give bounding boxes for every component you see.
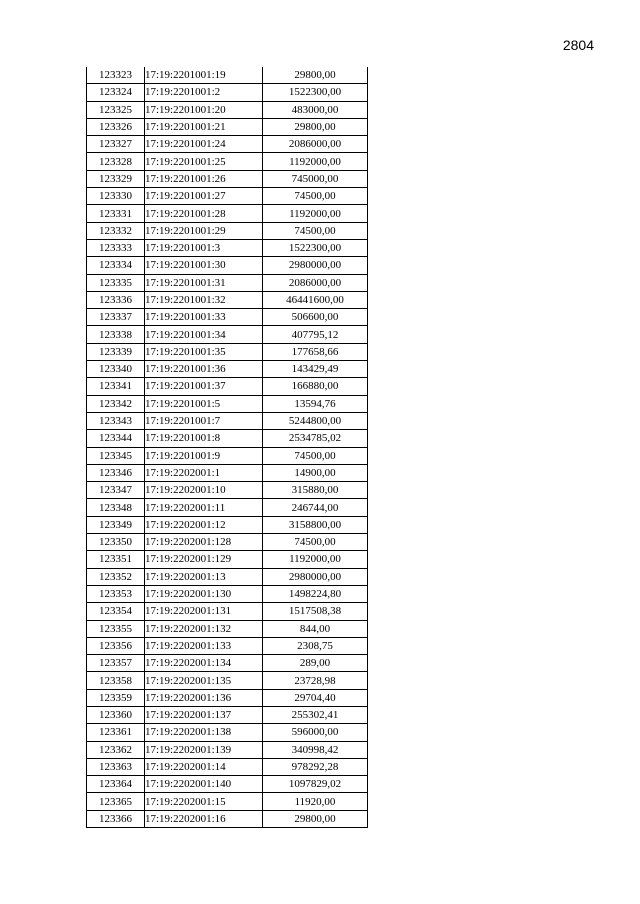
row-number-cell: 123356 bbox=[87, 637, 145, 654]
cadastral-number-cell: 17:19:2201001:20 bbox=[145, 101, 263, 118]
table-row bbox=[87, 378, 368, 395]
cadastral-number-cell: 17:19:2202001:12 bbox=[145, 516, 263, 533]
row-number-cell: 123329 bbox=[87, 170, 145, 187]
table-row bbox=[87, 464, 368, 481]
value-cell: 29704,40 bbox=[263, 689, 368, 706]
table-row bbox=[87, 188, 368, 205]
cadastral-number-cell: 17:19:2202001:15 bbox=[145, 793, 263, 810]
table-row bbox=[87, 706, 368, 723]
row-number-cell: 123324 bbox=[87, 84, 145, 101]
cadastral-number-cell: 17:19:2201001:30 bbox=[145, 257, 263, 274]
cadastral-number-cell: 17:19:2202001:13 bbox=[145, 568, 263, 585]
cadastral-number-cell: 17:19:2201001:34 bbox=[145, 326, 263, 343]
row-number-cell: 123351 bbox=[87, 551, 145, 568]
cadastral-number-cell: 17:19:2201001:8 bbox=[145, 430, 263, 447]
cadastral-number-cell: 17:19:2202001:138 bbox=[145, 724, 263, 741]
value-cell: 2534785,02 bbox=[263, 430, 368, 447]
cadastral-number-cell: 17:19:2201001:19 bbox=[145, 67, 263, 84]
value-cell: 2086000,00 bbox=[263, 274, 368, 291]
value-cell: 1498224,80 bbox=[263, 585, 368, 602]
cadastral-number-cell: 17:19:2202001:129 bbox=[145, 551, 263, 568]
cadastral-number-cell: 17:19:2201001:27 bbox=[145, 188, 263, 205]
value-cell: 506600,00 bbox=[263, 309, 368, 326]
cadastral-number-cell: 17:19:2202001:136 bbox=[145, 689, 263, 706]
value-cell: 483000,00 bbox=[263, 101, 368, 118]
value-cell: 74500,00 bbox=[263, 534, 368, 551]
value-cell: 14900,00 bbox=[263, 464, 368, 481]
row-number-cell: 123358 bbox=[87, 672, 145, 689]
row-number-cell: 123330 bbox=[87, 188, 145, 205]
row-number-cell: 123346 bbox=[87, 464, 145, 481]
table-row bbox=[87, 741, 368, 758]
value-cell: 246744,00 bbox=[263, 499, 368, 516]
cadastral-number-cell: 17:19:2201001:9 bbox=[145, 447, 263, 464]
row-number-cell: 123331 bbox=[87, 205, 145, 222]
cadastral-number-cell: 17:19:2201001:28 bbox=[145, 205, 263, 222]
row-number-cell: 123335 bbox=[87, 274, 145, 291]
table-row bbox=[87, 101, 368, 118]
table-row bbox=[87, 257, 368, 274]
cadastral-number-cell: 17:19:2201001:24 bbox=[145, 136, 263, 153]
row-number-cell: 123362 bbox=[87, 741, 145, 758]
cadastral-number-cell: 17:19:2202001:10 bbox=[145, 482, 263, 499]
table-row bbox=[87, 603, 368, 620]
table-row bbox=[87, 672, 368, 689]
table-row bbox=[87, 793, 368, 810]
table-row bbox=[87, 585, 368, 602]
row-number-cell: 123365 bbox=[87, 793, 145, 810]
cadastral-number-cell: 17:19:2201001:26 bbox=[145, 170, 263, 187]
value-cell: 596000,00 bbox=[263, 724, 368, 741]
row-number-cell: 123349 bbox=[87, 516, 145, 533]
value-cell: 255302,41 bbox=[263, 706, 368, 723]
row-number-cell: 123366 bbox=[87, 810, 145, 827]
row-number-cell: 123325 bbox=[87, 101, 145, 118]
value-cell: 29800,00 bbox=[263, 118, 368, 135]
row-number-cell: 123332 bbox=[87, 222, 145, 239]
cadastral-number-cell: 17:19:2201001:5 bbox=[145, 395, 263, 412]
value-cell: 1097829,02 bbox=[263, 776, 368, 793]
table-body bbox=[87, 67, 368, 828]
value-cell: 3158800,00 bbox=[263, 516, 368, 533]
table-row bbox=[87, 343, 368, 360]
table-row bbox=[87, 291, 368, 308]
cadastral-number-cell: 17:19:2202001:14 bbox=[145, 758, 263, 775]
cadastral-number-cell: 17:19:2202001:16 bbox=[145, 810, 263, 827]
cadastral-number-cell: 17:19:2202001:132 bbox=[145, 620, 263, 637]
value-cell: 46441600,00 bbox=[263, 291, 368, 308]
cadastral-number-cell: 17:19:2202001:135 bbox=[145, 672, 263, 689]
table-row bbox=[87, 118, 368, 135]
cadastral-number-cell: 17:19:2201001:37 bbox=[145, 378, 263, 395]
cadastral-number-cell: 17:19:2201001:2 bbox=[145, 84, 263, 101]
table-row bbox=[87, 136, 368, 153]
value-cell: 177658,66 bbox=[263, 343, 368, 360]
value-cell: 1522300,00 bbox=[263, 239, 368, 256]
table-row bbox=[87, 516, 368, 533]
table-row bbox=[87, 309, 368, 326]
cadastral-number-cell: 17:19:2201001:31 bbox=[145, 274, 263, 291]
table-row bbox=[87, 84, 368, 101]
row-number-cell: 123355 bbox=[87, 620, 145, 637]
row-number-cell: 123323 bbox=[87, 67, 145, 84]
value-cell: 11920,00 bbox=[263, 793, 368, 810]
row-number-cell: 123345 bbox=[87, 447, 145, 464]
table-row bbox=[87, 430, 368, 447]
table-row bbox=[87, 153, 368, 170]
value-cell: 2308,75 bbox=[263, 637, 368, 654]
cadastral-number-cell: 17:19:2202001:130 bbox=[145, 585, 263, 602]
table-row bbox=[87, 239, 368, 256]
row-number-cell: 123342 bbox=[87, 395, 145, 412]
row-number-cell: 123343 bbox=[87, 412, 145, 429]
cadastral-number-cell: 17:19:2201001:25 bbox=[145, 153, 263, 170]
value-cell: 23728,98 bbox=[263, 672, 368, 689]
table-row bbox=[87, 534, 368, 551]
row-number-cell: 123361 bbox=[87, 724, 145, 741]
value-cell: 2980000,00 bbox=[263, 568, 368, 585]
row-number-cell: 123340 bbox=[87, 361, 145, 378]
cadastral-number-cell: 17:19:2202001:140 bbox=[145, 776, 263, 793]
row-number-cell: 123344 bbox=[87, 430, 145, 447]
value-cell: 844,00 bbox=[263, 620, 368, 637]
row-number-cell: 123350 bbox=[87, 534, 145, 551]
table-row bbox=[87, 170, 368, 187]
value-cell: 5244800,00 bbox=[263, 412, 368, 429]
row-number-cell: 123348 bbox=[87, 499, 145, 516]
row-number-cell: 123326 bbox=[87, 118, 145, 135]
cadastral-number-cell: 17:19:2201001:36 bbox=[145, 361, 263, 378]
table-row bbox=[87, 724, 368, 741]
cadastral-number-cell: 17:19:2201001:7 bbox=[145, 412, 263, 429]
cadastral-number-cell: 17:19:2202001:128 bbox=[145, 534, 263, 551]
row-number-cell: 123347 bbox=[87, 482, 145, 499]
table-row bbox=[87, 412, 368, 429]
value-cell: 2980000,00 bbox=[263, 257, 368, 274]
value-cell: 1522300,00 bbox=[263, 84, 368, 101]
table-row bbox=[87, 655, 368, 672]
page-number: 2804 bbox=[562, 37, 594, 53]
row-number-cell: 123339 bbox=[87, 343, 145, 360]
table-row bbox=[87, 620, 368, 637]
row-number-cell: 123341 bbox=[87, 378, 145, 395]
table-row bbox=[87, 499, 368, 516]
table-row bbox=[87, 568, 368, 585]
table-row bbox=[87, 758, 368, 775]
row-number-cell: 123336 bbox=[87, 291, 145, 308]
row-number-cell: 123327 bbox=[87, 136, 145, 153]
cadastral-number-cell: 17:19:2202001:133 bbox=[145, 637, 263, 654]
row-number-cell: 123352 bbox=[87, 568, 145, 585]
row-number-cell: 123357 bbox=[87, 655, 145, 672]
table-row bbox=[87, 810, 368, 827]
value-cell: 1192000,00 bbox=[263, 551, 368, 568]
table-row bbox=[87, 637, 368, 654]
cadastral-number-cell: 17:19:2201001:3 bbox=[145, 239, 263, 256]
value-cell: 74500,00 bbox=[263, 188, 368, 205]
table-row bbox=[87, 274, 368, 291]
row-number-cell: 123334 bbox=[87, 257, 145, 274]
cadastral-number-cell: 17:19:2202001:131 bbox=[145, 603, 263, 620]
cadastral-number-cell: 17:19:2201001:32 bbox=[145, 291, 263, 308]
value-cell: 1192000,00 bbox=[263, 153, 368, 170]
cadastral-number-cell: 17:19:2202001:1 bbox=[145, 464, 263, 481]
value-cell: 29800,00 bbox=[263, 67, 368, 84]
value-cell: 745000,00 bbox=[263, 170, 368, 187]
row-number-cell: 123359 bbox=[87, 689, 145, 706]
row-number-cell: 123360 bbox=[87, 706, 145, 723]
table-row bbox=[87, 361, 368, 378]
table-row bbox=[87, 447, 368, 464]
cadastral-number-cell: 17:19:2201001:29 bbox=[145, 222, 263, 239]
row-number-cell: 123363 bbox=[87, 758, 145, 775]
value-cell: 2086000,00 bbox=[263, 136, 368, 153]
value-cell: 74500,00 bbox=[263, 447, 368, 464]
cadastral-number-cell: 17:19:2202001:134 bbox=[145, 655, 263, 672]
value-cell: 289,00 bbox=[263, 655, 368, 672]
row-number-cell: 123353 bbox=[87, 585, 145, 602]
value-cell: 1192000,00 bbox=[263, 205, 368, 222]
value-cell: 74500,00 bbox=[263, 222, 368, 239]
value-cell: 407795,12 bbox=[263, 326, 368, 343]
table-row bbox=[87, 776, 368, 793]
value-cell: 315880,00 bbox=[263, 482, 368, 499]
cadastral-value-table bbox=[86, 67, 368, 828]
table-row bbox=[87, 205, 368, 222]
value-cell: 978292,28 bbox=[263, 758, 368, 775]
row-number-cell: 123328 bbox=[87, 153, 145, 170]
value-cell: 1517508,38 bbox=[263, 603, 368, 620]
row-number-cell: 123337 bbox=[87, 309, 145, 326]
value-cell: 13594,76 bbox=[263, 395, 368, 412]
value-cell: 29800,00 bbox=[263, 810, 368, 827]
table-row bbox=[87, 395, 368, 412]
value-cell: 340998,42 bbox=[263, 741, 368, 758]
value-cell: 166880,00 bbox=[263, 378, 368, 395]
row-number-cell: 123333 bbox=[87, 239, 145, 256]
cadastral-number-cell: 17:19:2202001:137 bbox=[145, 706, 263, 723]
cadastral-number-cell: 17:19:2202001:139 bbox=[145, 741, 263, 758]
cadastral-number-cell: 17:19:2202001:11 bbox=[145, 499, 263, 516]
table-row bbox=[87, 326, 368, 343]
row-number-cell: 123364 bbox=[87, 776, 145, 793]
cadastral-number-cell: 17:19:2201001:21 bbox=[145, 118, 263, 135]
row-number-cell: 123338 bbox=[87, 326, 145, 343]
table-row bbox=[87, 482, 368, 499]
table-row bbox=[87, 689, 368, 706]
value-cell: 143429,49 bbox=[263, 361, 368, 378]
cadastral-number-cell: 17:19:2201001:33 bbox=[145, 309, 263, 326]
table-row bbox=[87, 222, 368, 239]
cadastral-number-cell: 17:19:2201001:35 bbox=[145, 343, 263, 360]
row-number-cell: 123354 bbox=[87, 603, 145, 620]
table-row bbox=[87, 551, 368, 568]
table-row bbox=[87, 67, 368, 84]
